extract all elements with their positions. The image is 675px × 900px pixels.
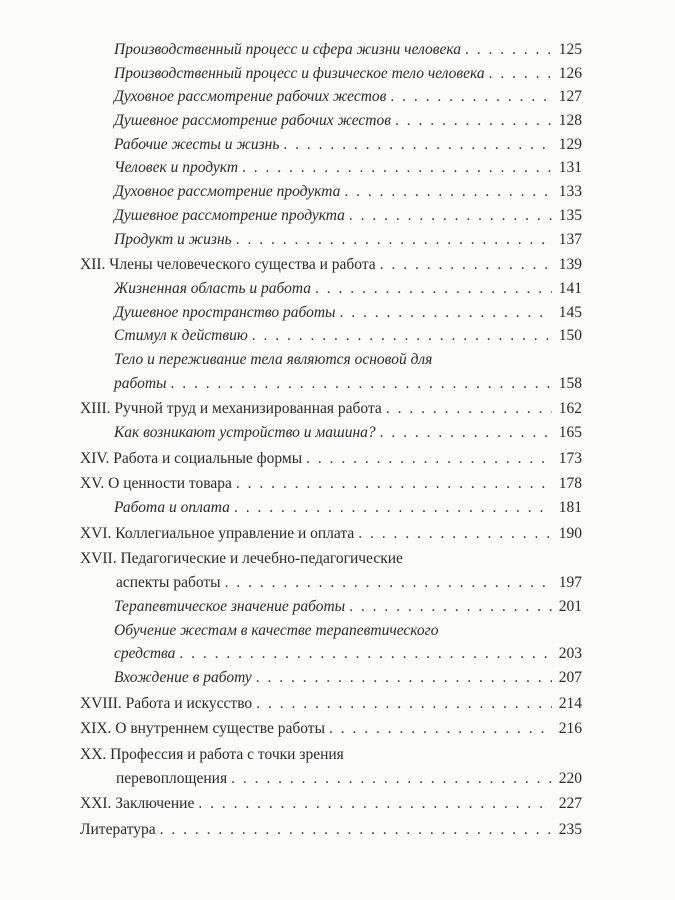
toc-section-entry xyxy=(80,156,582,180)
dot-leader xyxy=(234,496,552,520)
toc-section-entry xyxy=(80,666,582,690)
toc-entry-title: работы xyxy=(114,374,167,392)
toc-chapter-entry xyxy=(80,253,582,277)
toc-entry-title: Литература xyxy=(80,821,156,838)
toc-entry-title: Работа и оплата xyxy=(114,499,230,517)
toc-chapter-entry xyxy=(80,397,582,421)
toc-section-entry xyxy=(80,85,582,109)
toc-page-number: 128 xyxy=(558,112,582,130)
toc-entry-title: Рабочие жесты и жизнь xyxy=(114,135,280,153)
toc-page-number: 145 xyxy=(558,303,582,321)
dot-leader xyxy=(358,522,552,546)
toc-chapter-entry xyxy=(80,447,582,471)
toc-page-number: 203 xyxy=(558,645,582,663)
toc-chapter-entry xyxy=(80,472,582,496)
dot-leader xyxy=(179,642,552,666)
dot-leader xyxy=(349,204,552,228)
toc-page-number: 135 xyxy=(558,206,582,224)
toc-page-number: 126 xyxy=(558,64,582,82)
toc-page-number: 137 xyxy=(558,230,582,248)
toc-entry-title-line: XVII. Педагогические и лечебно-педагогические xyxy=(80,550,403,568)
toc-section-entry xyxy=(80,619,582,666)
dot-leader xyxy=(225,571,552,595)
toc-entry-title: XIII. Ручной труд и механизированная работа xyxy=(80,400,382,418)
toc-entry-title-line: Обучение жестам в качестве терапевтического xyxy=(114,621,439,639)
toc-page-number: 201 xyxy=(558,597,582,615)
dot-leader xyxy=(344,180,552,204)
toc-section-entry xyxy=(80,324,582,348)
dot-leader xyxy=(380,421,552,445)
dot-leader xyxy=(256,666,552,690)
toc-section-entry xyxy=(80,180,582,204)
dot-leader xyxy=(306,447,552,471)
toc-section-entry xyxy=(80,277,582,301)
toc-entry-title: Продукт и жизнь xyxy=(114,230,232,248)
toc-entry-title: Душевное пространство работы xyxy=(114,303,336,321)
dot-leader xyxy=(386,397,552,421)
toc-entry-title: Жизненная область и работа xyxy=(114,279,312,297)
toc-entry-title: Стимул к действию xyxy=(114,327,248,345)
toc-page-number: 127 xyxy=(558,88,582,106)
toc-section-entry xyxy=(80,38,582,62)
toc-page-number: 216 xyxy=(558,720,582,738)
toc-page-number: 227 xyxy=(558,795,582,813)
toc-section-entry xyxy=(80,595,582,619)
toc-entry-title: XVIII. Работа и искусство xyxy=(80,694,253,712)
dot-leader xyxy=(465,38,552,62)
toc-entry-title: Человек и продукт xyxy=(114,159,239,177)
dot-leader xyxy=(489,62,552,86)
dot-leader xyxy=(395,109,552,133)
dot-leader xyxy=(160,818,552,842)
dot-leader xyxy=(198,792,552,816)
toc-chapter-entry xyxy=(80,522,582,546)
toc-page-number: 220 xyxy=(558,769,582,787)
dot-leader xyxy=(231,767,552,791)
toc-page-number: 162 xyxy=(558,400,582,418)
toc-section-entry xyxy=(80,301,582,325)
toc-entry-title: Духовное рассмотрение рабочих жестов xyxy=(114,88,387,106)
dot-leader xyxy=(340,301,552,325)
toc-page-number: 190 xyxy=(558,524,582,542)
toc-entry-title: Вхождение в работу xyxy=(114,668,252,686)
toc-chapter-entry xyxy=(80,692,582,716)
dot-leader xyxy=(256,692,552,716)
toc-entry-title: Как возникают устройство и машина? xyxy=(114,424,376,441)
dot-leader xyxy=(390,85,552,109)
dot-leader xyxy=(329,717,552,741)
toc-entry-title: XV. О ценности товара xyxy=(80,475,232,493)
toc-entry-title-line: Тело и переживание тела являются основой для xyxy=(114,350,433,368)
dot-leader xyxy=(380,253,552,277)
toc-section-entry xyxy=(80,62,582,86)
toc-entry-title: Производственный процесс и сфера жизни человека xyxy=(114,41,461,58)
toc-entry-title: Душевное рассмотрение рабочих жестов xyxy=(114,112,391,130)
toc-section-entry xyxy=(80,348,582,395)
toc-entry-title: Терапевтическое значение работы xyxy=(114,597,346,615)
dot-leader xyxy=(283,133,552,157)
toc-section-entry xyxy=(80,228,582,252)
toc-section-entry xyxy=(80,133,582,157)
toc-entry-title: средства xyxy=(114,645,176,663)
toc-entry-title: XVI. Коллегиальное управление и оплата xyxy=(80,524,355,542)
toc-page-number: 141 xyxy=(558,279,582,297)
dot-leader xyxy=(236,228,552,252)
dot-leader xyxy=(252,324,552,348)
toc-page-number: 165 xyxy=(558,424,582,441)
dot-leader xyxy=(236,472,552,496)
table-of-contents xyxy=(80,38,582,842)
dot-leader xyxy=(349,595,552,619)
toc-section-entry xyxy=(80,496,582,520)
toc-section-entry xyxy=(80,204,582,228)
toc-entry-title: XXI. Заключение xyxy=(80,795,195,813)
toc-entry-title: XIV. Работа и социальные формы xyxy=(80,449,303,467)
toc-entry-title-line: XX. Профессия и работа с точки зрения xyxy=(80,745,344,763)
toc-entry-title: Душевное рассмотрение продукта xyxy=(114,206,345,224)
toc-entry-title: Духовное рассмотрение продукта xyxy=(114,183,341,201)
toc-entry-title: аспекты работы xyxy=(116,574,221,592)
toc-chapter-entry xyxy=(80,547,582,594)
toc-page-number: 178 xyxy=(558,475,582,493)
toc-section-entry xyxy=(80,421,582,445)
toc-page-number: 181 xyxy=(558,499,582,517)
toc-page-number: 125 xyxy=(558,41,582,58)
toc-page-number: 207 xyxy=(558,668,582,686)
toc-page-number: 131 xyxy=(558,159,582,177)
toc-chapter-entry xyxy=(80,792,582,816)
toc-page-number: 158 xyxy=(558,374,582,392)
toc-page-number: 197 xyxy=(558,574,582,592)
toc-page-number: 133 xyxy=(558,183,582,201)
toc-entry-title: Производственный процесс и физическое тело человека xyxy=(114,64,485,82)
toc-chapter-entry xyxy=(80,818,582,842)
toc-entry-title: XIX. О внутреннем существе работы xyxy=(80,720,325,738)
toc-page-number: 214 xyxy=(558,694,582,712)
toc-section-entry xyxy=(80,109,582,133)
toc-chapter-entry xyxy=(80,743,582,790)
dot-leader xyxy=(171,372,552,396)
toc-entry-title: XII. Члены человеческого существа и работа xyxy=(80,256,376,274)
toc-page-number: 139 xyxy=(558,256,582,274)
toc-page-number: 150 xyxy=(558,327,582,345)
toc-page-number: 235 xyxy=(558,821,582,838)
dot-leader xyxy=(242,156,552,180)
toc-page-number: 129 xyxy=(558,135,582,153)
dot-leader xyxy=(315,277,552,301)
toc-page-number: 173 xyxy=(558,449,582,467)
toc-chapter-entry xyxy=(80,717,582,741)
toc-entry-title: перевоплощения xyxy=(116,769,228,787)
